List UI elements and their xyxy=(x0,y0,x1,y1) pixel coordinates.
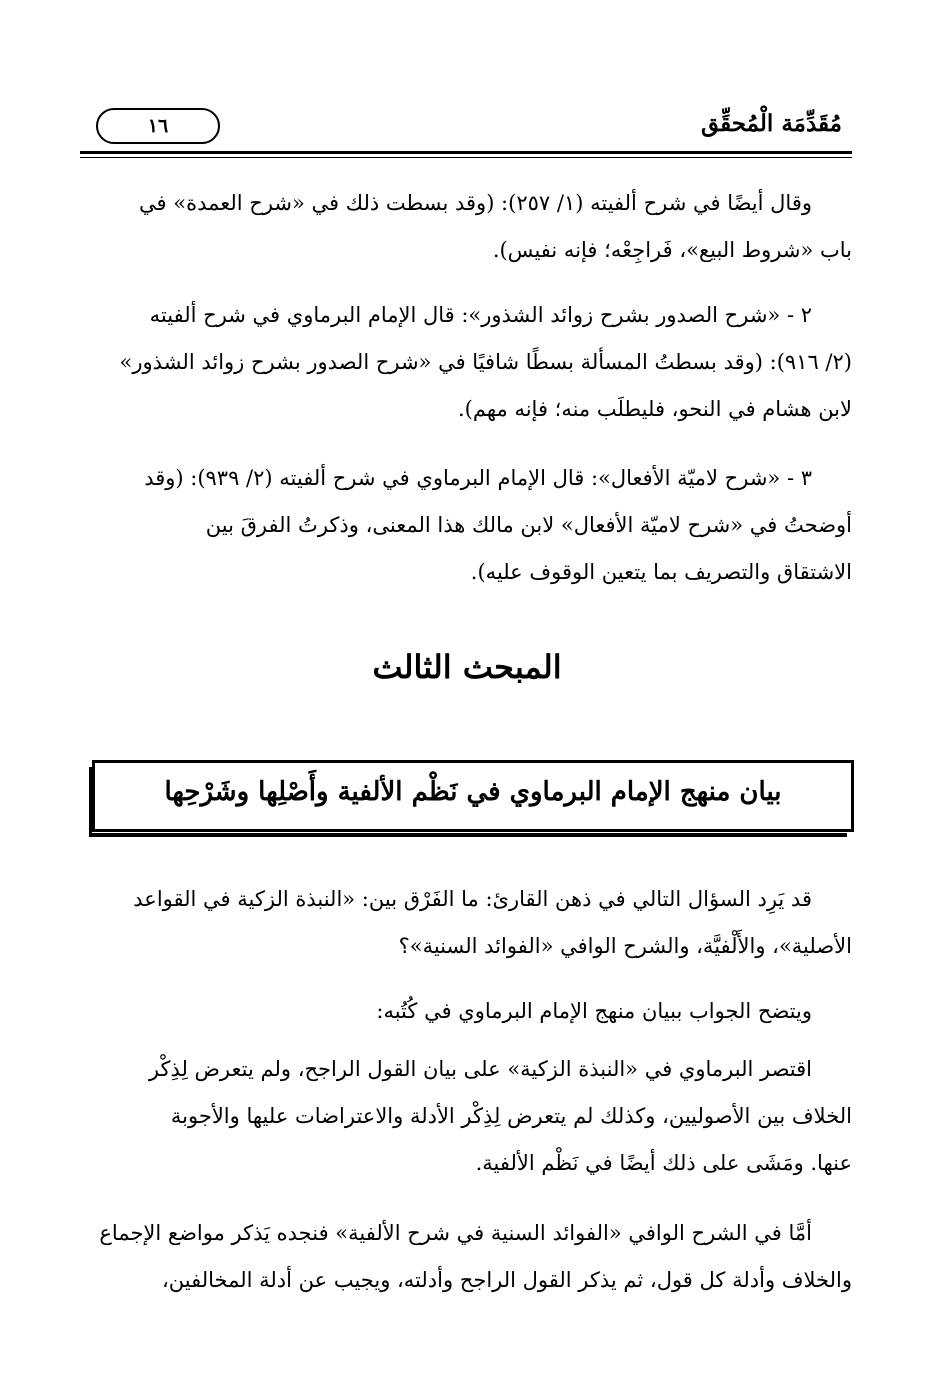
paragraph-line: الأصلية»، والأَلْفيَّة، والشرح الوافي «الفوائد السنية»؟ xyxy=(398,934,852,958)
paragraph-line: وقال أيضًا في شرح ألفيته (١/ ٢٥٧): (وقد بسطت ذلك في «شرح العمدة» في xyxy=(139,191,812,215)
paragraph-line: ويتضح الجواب ببيان منهج الإمام البرماوي في كُتُبه: xyxy=(376,999,812,1023)
paragraph-line: أوضحتُ في «شرح لاميّة الأفعال» لابن مالك هذا المعنى، وذكرتُ الفرقَ بين xyxy=(205,513,852,537)
paragraph-line: الاشتقاق والتصريف بما يتعين الوقوف عليه). xyxy=(470,560,852,584)
paragraph-line: ٣ - «شرح لاميّة الأفعال»: قال الإمام البرماوي في شرح ألفيته (٢/ ٩٣٩): (وقد xyxy=(144,466,812,490)
header-rule-thin xyxy=(80,157,852,158)
paragraph-line: ٢ - «شرح الصدور بشرح زوائد الشذور»: قال الإمام البرماوي في شرح ألفيته xyxy=(149,303,812,327)
paragraph-7 xyxy=(82,1210,852,1304)
paragraph-line: لابن هشام في النحو، فليطلَب منه؛ فإنه مهم). xyxy=(458,397,852,421)
boxed-title: بيان منهج الإمام البرماوي في نَظْم الألفية وأَصْلِها وشَرْحِها xyxy=(164,777,782,807)
paragraph-line: أمَّا في الشرح الوافي «الفوائد السنية في شرح الألفية» فنجده يَذكر مواضع الإجماع xyxy=(99,1221,812,1245)
paragraph-line: والخلاف وأدلة كل قول، ثم يذكر القول الراجح وأدلته، ويجيب عن أدلة المخالفين، xyxy=(162,1268,852,1292)
paragraph-line: باب «شروط البيع»، فَراجِعْه؛ فإنه نفيس). xyxy=(492,238,852,262)
paragraph-line: قد يَرِد السؤال التالي في ذهن القارئ: ما الفَرْق بين: «النبذة الزكية في القواعد xyxy=(133,887,812,911)
page-number: ١٦ xyxy=(96,108,220,144)
page-header xyxy=(80,104,852,152)
paragraph-line: (٢/ ٩١٦): (وقد بسطتُ المسألة بسطًا شافيًا في «شرح الصدور بشرح زوائد الشذور» xyxy=(119,350,852,374)
paragraph-6 xyxy=(82,1046,852,1187)
section-heading: المبحث الثالث xyxy=(372,648,562,686)
boxed-title-frame xyxy=(92,760,854,832)
paragraph-line: اقتصر البرماوي في «النبذة الزكية» على بيان القول الراجح، ولم يتعرض لِذِكْر xyxy=(148,1057,812,1081)
paragraph-5 xyxy=(82,988,852,1035)
paragraph-4 xyxy=(82,876,852,970)
paragraph-line: عنها. ومَشَى على ذلك أيضًا في نَظْم الألفية. xyxy=(475,1151,852,1175)
paragraph-line: الخلاف بين الأصوليين، وكذلك لم يتعرض لِذِكْر الأدلة والاعتراضات عليها والأجوبة xyxy=(170,1104,852,1128)
paragraph-1 xyxy=(82,180,852,274)
paragraph-3 xyxy=(82,455,852,596)
header-rule-thick xyxy=(80,151,852,154)
running-title: مُقَدِّمَة الْمُحقِّق xyxy=(700,110,842,137)
paragraph-2 xyxy=(82,292,852,433)
